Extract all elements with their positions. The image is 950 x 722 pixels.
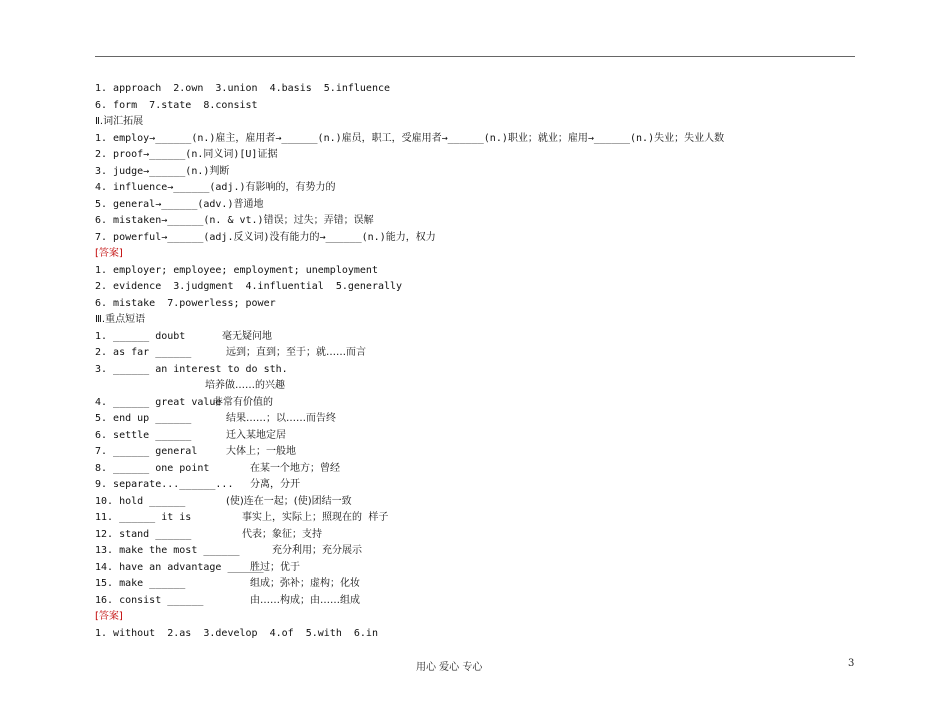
phrase-english: 16. consist ______ bbox=[95, 594, 204, 606]
section3-answer-1: 1. without 2.as 3.develop 4.of 5.with 6.in bbox=[95, 627, 378, 639]
section2-answer-2: 2. evidence 3.judgment 4.influential 5.generally bbox=[95, 281, 403, 292]
header-rule bbox=[95, 56, 855, 57]
phrase-row bbox=[95, 395, 865, 412]
phrase-meaning: 大体上；一般地 bbox=[226, 446, 296, 457]
section2-item-3: 3. judge→______(n.)判断 bbox=[95, 165, 230, 177]
phrase-meaning: 非常有价值的 bbox=[213, 396, 273, 408]
phrase-meaning: 事实上，实际上；照现在的 样子 bbox=[242, 512, 389, 523]
phrase-english: 5. end up ______ bbox=[95, 413, 192, 424]
phrase-row bbox=[95, 329, 865, 346]
section2-answer-3: 6. mistake 7.powerless; power bbox=[95, 297, 276, 309]
section3-heading: Ⅲ.重点短语 bbox=[95, 314, 146, 325]
section2-item-7: 7. powerful→______(adj.反义词)没有能力的→______(n.)能力，权力 bbox=[95, 231, 436, 243]
phrase-english: 6. settle ______ bbox=[95, 429, 192, 441]
phrase-row bbox=[95, 428, 865, 445]
section3-answer-label: [答案] bbox=[95, 611, 123, 622]
section1-answers-line1: 1. approach 2.own 3.union 4.basis 5.influence bbox=[95, 83, 391, 94]
phrase-meaning: 在某一个地方；曾经 bbox=[250, 462, 340, 474]
phrase-meaning: 迁入某地定居 bbox=[226, 429, 286, 441]
phrase-english: 3. ______ an interest to do sth. bbox=[95, 363, 288, 375]
phrase-row bbox=[95, 411, 865, 428]
phrase-english: 8. ______ one point bbox=[95, 462, 210, 474]
phrase-meaning: 充分利用；充分展示 bbox=[272, 545, 362, 556]
phrase-english: 1. ______ doubt bbox=[95, 330, 186, 342]
phrase-row bbox=[95, 560, 865, 577]
phrase-english: 10. hold ______ bbox=[95, 495, 186, 507]
phrase-english: 9. separate...______... bbox=[95, 479, 234, 490]
section2-answer-1: 1. employer; employee; employment; unemployment bbox=[95, 264, 378, 276]
page-number: 3 bbox=[848, 658, 855, 669]
phrase-english: 14. have an advantage ______ bbox=[95, 561, 264, 573]
section2-item-5: 5. general→______(adv.)普通地 bbox=[95, 198, 264, 210]
phrase-meaning: 毫无疑问地 bbox=[222, 330, 272, 342]
document-body bbox=[95, 81, 865, 642]
phrase-row bbox=[95, 543, 865, 560]
phrase-meaning: 组成；弥补；虚构；化妆 bbox=[250, 578, 360, 589]
phrase-row bbox=[95, 510, 865, 527]
section2-heading: Ⅱ.词汇拓展 bbox=[95, 116, 144, 127]
phrase-meaning: 结果……；以……而告终 bbox=[226, 413, 336, 424]
phrase-row bbox=[95, 378, 865, 395]
footer-motto: 用心 爱心 专心 bbox=[416, 662, 483, 673]
phrase-meaning: (使)连在一起；(使)团结一致 bbox=[226, 495, 352, 507]
phrase-row bbox=[95, 362, 865, 379]
section1-answers-line2: 6. form 7.state 8.consist bbox=[95, 99, 258, 111]
section2-item-6: 6. mistaken→______(n. & vt.)错误；过失；弄错；误解 bbox=[95, 215, 374, 226]
phrase-english: 2. as far ______ bbox=[95, 347, 192, 358]
section2-item-1: 1. employ→______(n.)雇主，雇用者→______(n.)雇员，职工，受雇用者→______(n.)职业；就业；雇用→______(n.)失业；失业人数 bbox=[95, 132, 725, 144]
phrase-row bbox=[95, 527, 865, 544]
phrase-list bbox=[95, 329, 865, 610]
phrase-row bbox=[95, 461, 865, 478]
section2-item-4: 4. influence→______(adj.)有影响的，有势力的 bbox=[95, 182, 336, 193]
phrase-english: 12. stand ______ bbox=[95, 528, 192, 540]
phrase-english: 11. ______ it is bbox=[95, 512, 192, 523]
phrase-row bbox=[95, 345, 865, 362]
phrase-english: 15. make ______ bbox=[95, 578, 186, 589]
section2-item-2: 2. proof→______(n.同义词)[U]证据 bbox=[95, 149, 278, 160]
phrase-row bbox=[95, 593, 865, 610]
phrase-meaning: 胜过；优于 bbox=[250, 561, 300, 573]
phrase-english: 7. ______ general bbox=[95, 446, 198, 457]
phrase-row bbox=[95, 576, 865, 593]
phrase-english: 4. ______ great value bbox=[95, 396, 222, 408]
phrase-row bbox=[95, 444, 865, 461]
phrase-meaning: 由……构成；由……组成 bbox=[250, 594, 360, 606]
phrase-meaning: 远到；直到；至于；就……而言 bbox=[226, 347, 366, 358]
phrase-meaning: 分离，分开 bbox=[250, 479, 300, 490]
section2-answer-label: [答案] bbox=[95, 248, 123, 259]
phrase-english: 13. make the most ______ bbox=[95, 545, 240, 556]
phrase-row bbox=[95, 477, 865, 494]
phrase-meaning: 培养做……的兴趣 bbox=[205, 380, 285, 391]
phrase-row bbox=[95, 494, 865, 511]
phrase-meaning: 代表；象征；支持 bbox=[242, 528, 322, 540]
